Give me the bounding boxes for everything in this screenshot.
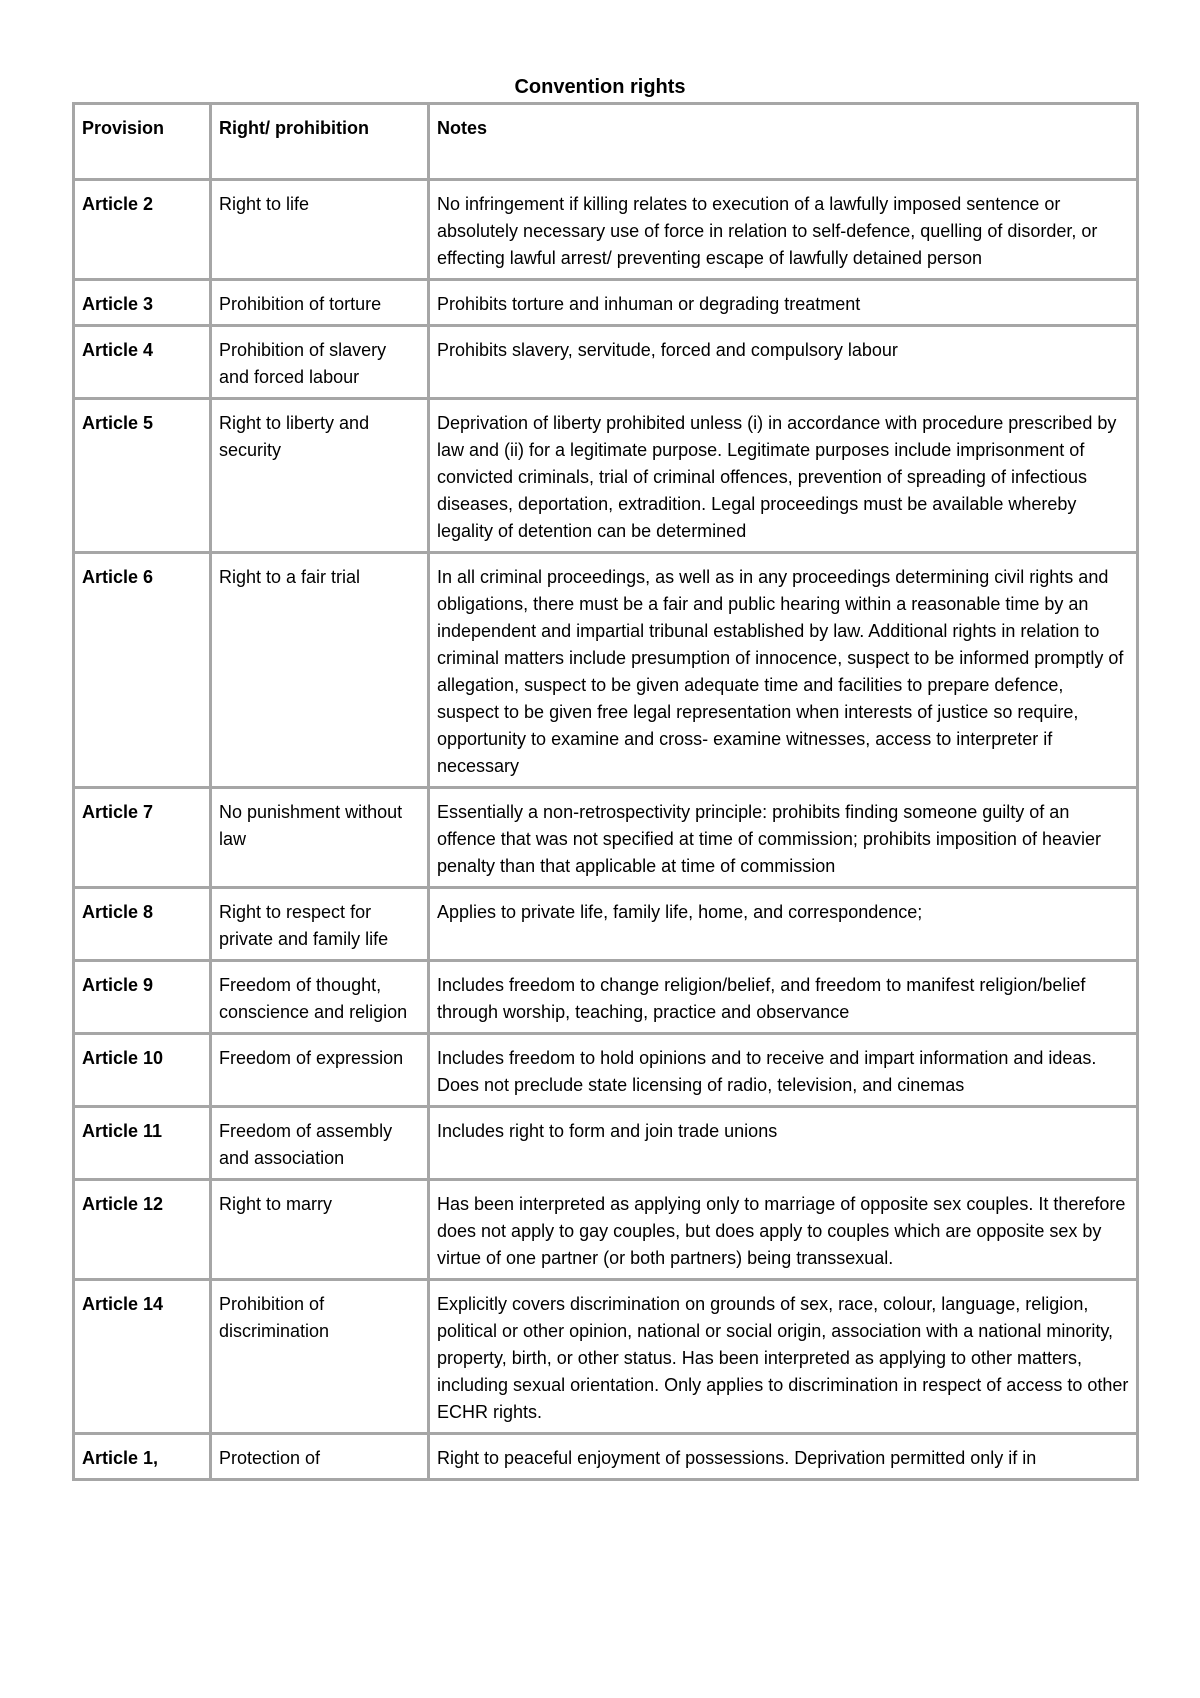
cell-provision: Article 8 [75, 889, 212, 962]
table-body [75, 105, 1139, 1481]
notes-paragraph: Has been interpreted as applying only to marriage of opposite sex couples. It therefore does not apply to gay couples, but does apply to couples which are opposite sex by virtue of one partner (or both partners) being transsexual. [437, 1194, 1126, 1268]
cell-notes [430, 889, 1139, 962]
notes-paragraph: Deprivation of liberty prohibited unless (i) in accordance with procedure prescribed by law and (ii) for a legitimate purpose. Legitimate purposes include imprisonment of convicted criminals, trial of criminal offences, prevention of spreading of infectious diseases, deportation, extradition. Legal proceedings must be available whereby legality of detention can be determined [437, 413, 1117, 541]
cell-notes [430, 400, 1139, 554]
cell-right-prohibition: Right to life [212, 181, 430, 281]
table-row [75, 1435, 1139, 1481]
notes-paragraph: Prohibits torture and inhuman or degrading treatment [437, 294, 861, 314]
notes-paragraph: Explicitly covers discrimination on grounds of sex, race, colour, language, religion, political or other opinion, national or social origin, association with a national minority, property, birth, or other status. Has been interpreted as applying to other matters, including sexual orientation. Only applies to discrimination in respect of access to other ECHR rights. [437, 1294, 1129, 1422]
table-row [75, 1181, 1139, 1281]
table-row [75, 789, 1139, 889]
cell-provision: Article 12 [75, 1181, 212, 1281]
notes-paragraph: Includes right to form and join trade unions [437, 1121, 778, 1141]
notes-paragraph: No infringement if killing relates to execution of a lawfully imposed sentence or absolutely necessary use of force in relation to self-defence, quelling of disorder, or effecting lawful arrest/ preventing escape of lawfully detained person [437, 194, 1098, 268]
cell-right-prohibition: Prohibition of slavery and forced labour [212, 327, 430, 400]
cell-notes [430, 554, 1139, 789]
cell-notes [430, 181, 1139, 281]
notes-paragraph: Essentially a non-retrospectivity principle: prohibits finding someone guilty of an offence that was not specified at time of commission; prohibits imposition of heavier penalty than that applicable at time of commission [437, 802, 1101, 876]
cell-right-prohibition: Right to a fair trial [212, 554, 430, 789]
notes-paragraph: In all criminal proceedings, as well as in any proceedings determining civil rights and obligations, there must be a fair and public hearing within a reasonable time by an independent and impartial tribunal established by law. Additional rights in relation to criminal matters include presumption of innocence, suspect to be informed promptly of allegation, suspect to be given adequate time and facilities to prepare defence, suspect to be given free legal representation when interests of justice so require, opportunity to examine and cross- examine witnesses, access to interpreter if necessary [437, 567, 1124, 776]
table-row [75, 281, 1139, 327]
cell-right-prohibition: Right to liberty and security [212, 400, 430, 554]
table-row [75, 889, 1139, 962]
notes-paragraph: Does not preclude state licensing of radio, television, and cinemas [437, 1075, 965, 1095]
table-row [75, 181, 1139, 281]
cell-notes [430, 1181, 1139, 1281]
cell-provision: Article 11 [75, 1108, 212, 1181]
cell-provision: Article 4 [75, 327, 212, 400]
table-row [75, 1108, 1139, 1181]
cell-right-prohibition: Prohibition of discrimination [212, 1281, 430, 1435]
table-header-row [75, 105, 1139, 181]
notes-paragraph: Applies to private life, family life, home, and correspondence; [437, 902, 923, 922]
cell-notes [430, 327, 1139, 400]
cell-notes [430, 962, 1139, 1035]
cell-right-prohibition: Prohibition of torture [212, 281, 430, 327]
cell-provision: Article 9 [75, 962, 212, 1035]
cell-right-prohibition: Right to marry [212, 1181, 430, 1281]
table-row [75, 1281, 1139, 1435]
cell-right-prohibition: Freedom of expression [212, 1035, 430, 1108]
cell-right-prohibition: Freedom of assembly and association [212, 1108, 430, 1181]
cell-notes [430, 281, 1139, 327]
notes-paragraph: Prohibits slavery, servitude, forced and compulsory labour [437, 340, 898, 360]
table-row [75, 962, 1139, 1035]
cell-notes [430, 789, 1139, 889]
cell-notes [430, 1281, 1139, 1435]
header-right-prohibition: Right/ prohibition [212, 105, 430, 181]
cell-right-prohibition: Right to respect for private and family life [212, 889, 430, 962]
notes-paragraph: Includes freedom to change religion/belief, and freedom to manifest religion/belief through worship, teaching, practice and observance [437, 975, 1086, 1022]
notes-paragraph: Includes freedom to hold opinions and to receive and impart information and ideas. [437, 1048, 1097, 1068]
cell-provision: Article 1, [75, 1435, 212, 1481]
header-provision: Provision [75, 105, 212, 181]
header-notes: Notes [430, 105, 1139, 181]
cell-provision: Article 14 [75, 1281, 212, 1435]
table-row [75, 327, 1139, 400]
cell-provision: Article 2 [75, 181, 212, 281]
cell-right-prohibition: No punishment without law [212, 789, 430, 889]
cell-notes [430, 1435, 1139, 1481]
cell-provision: Article 10 [75, 1035, 212, 1108]
table-row [75, 1035, 1139, 1108]
cell-provision: Article 6 [75, 554, 212, 789]
cell-right-prohibition: Freedom of thought, conscience and religion [212, 962, 430, 1035]
cell-notes [430, 1108, 1139, 1181]
convention-rights-table [72, 102, 1139, 1481]
cell-provision: Article 7 [75, 789, 212, 889]
cell-provision: Article 5 [75, 400, 212, 554]
table-row [75, 554, 1139, 789]
notes-paragraph: Right to peaceful enjoyment of possessions. Deprivation permitted only if in [437, 1448, 1037, 1468]
cell-right-prohibition: Protection of [212, 1435, 430, 1481]
cell-notes [430, 1035, 1139, 1108]
cell-provision: Article 3 [75, 281, 212, 327]
document-title: Convention rights [514, 76, 686, 98]
table-row [75, 400, 1139, 554]
